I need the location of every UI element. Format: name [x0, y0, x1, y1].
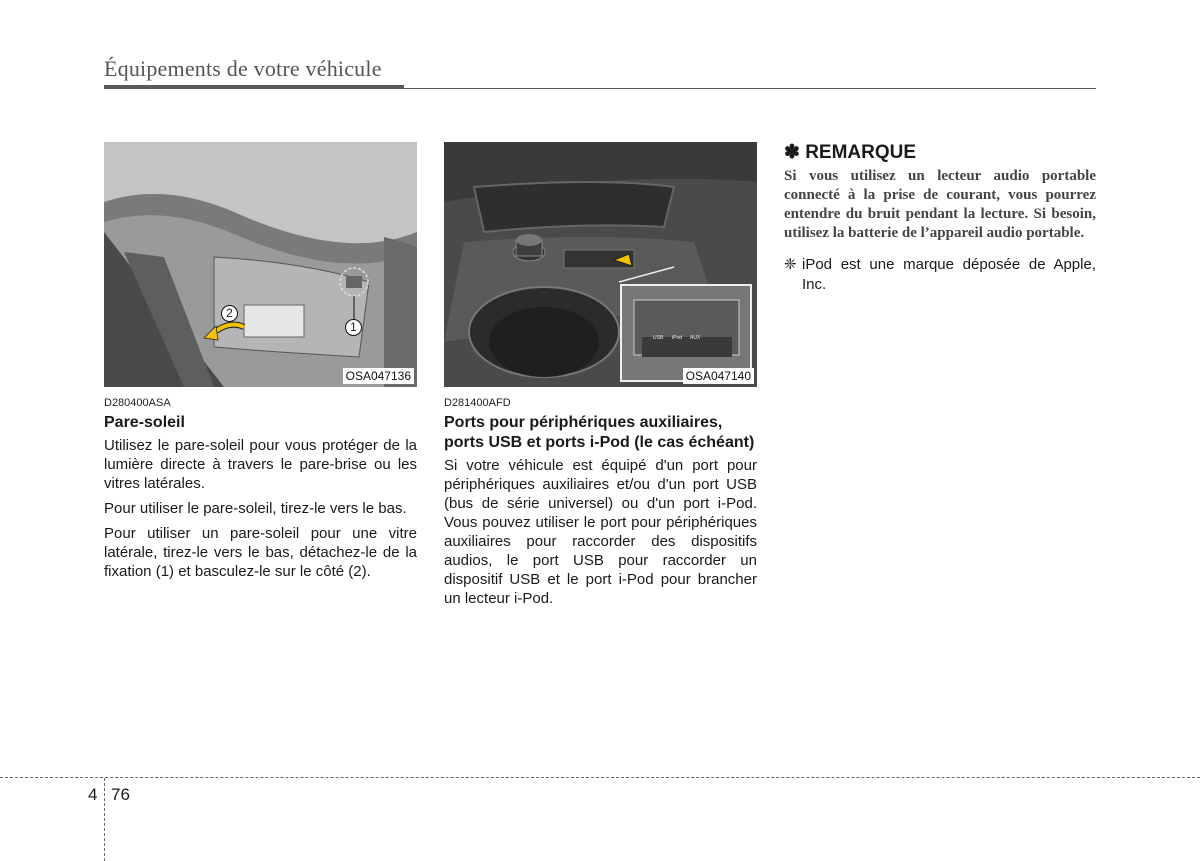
remark-title: ✽ REMARQUE [784, 142, 917, 163]
note-mark-icon: ❈ [784, 256, 797, 273]
trademark-note [784, 255, 1096, 295]
paragraph: Si votre véhicule est équipé d'un port pour périphériques auxiliaires et/ou d'un port USB (bus de série universel) ou d'un port i-Pod. Vous pouvez utiliser le port pour périphériques auxiliaires pour raccorder des dispositifs audios, le port USB pour raccorder un dispositif USB et le port i-Pod pour brancher un lecteur i-Pod. [444, 457, 757, 607]
section-heading: Pare-soleil [104, 414, 185, 431]
paragraph: Pour utiliser un pare-soleil pour une vitre latérale, tirez-le vers le bas, détachez-le de la fixation (1) et basculez-le sur le côté (2). [104, 525, 417, 580]
footer-vertical-rule [104, 778, 105, 861]
port-label-aux: AUX [690, 335, 701, 341]
column-remark [784, 142, 1096, 295]
port-label-ipod: iPod [672, 335, 683, 341]
paragraph: Pour utiliser le pare-soleil, tirez-le vers le bas. [104, 500, 407, 517]
section-code: D281400AFD [444, 397, 511, 409]
figure-label: OSA047140 [683, 368, 754, 384]
callout-2: 2 [221, 305, 238, 322]
paragraph: Utilisez le pare-soleil pour vous protéger de la lumière directe à travers le pare-brise ou les vitres latérales. [104, 437, 417, 492]
section-code: D280400ASA [104, 397, 171, 409]
footer-rule [0, 777, 1200, 778]
note-text: iPod est une marque déposée de Apple, Inc. [802, 256, 1096, 293]
chapter-number: 4 [88, 785, 98, 804]
callout-1: 1 [345, 319, 362, 336]
sun-visor-illustration [104, 142, 417, 387]
header-rule [104, 85, 404, 89]
column-aux-ports [444, 142, 757, 608]
remark-text: Si vous utilisez un lecteur audio portable connecté à la prise de courant, vous pourrez entendre du bruit pendant la lecture. Si besoin, utilisez la batterie de l’appareil audio portable. [784, 168, 1096, 241]
port-label-usb: USB [653, 335, 664, 341]
page-header-title: Équipements de votre véhicule [104, 56, 382, 81]
section-heading: Ports pour périphériques auxiliaires, ports USB et ports i-Pod (le cas échéant) [444, 414, 755, 451]
column-sun-visor [104, 142, 417, 581]
aux-ports-illustration [444, 142, 757, 387]
sun-visor-drawing [104, 142, 417, 387]
page-number: 76 [111, 785, 130, 804]
header-rule-thin [404, 88, 1096, 89]
figure-label: OSA047136 [343, 368, 414, 384]
aux-ports-drawing [444, 142, 757, 387]
